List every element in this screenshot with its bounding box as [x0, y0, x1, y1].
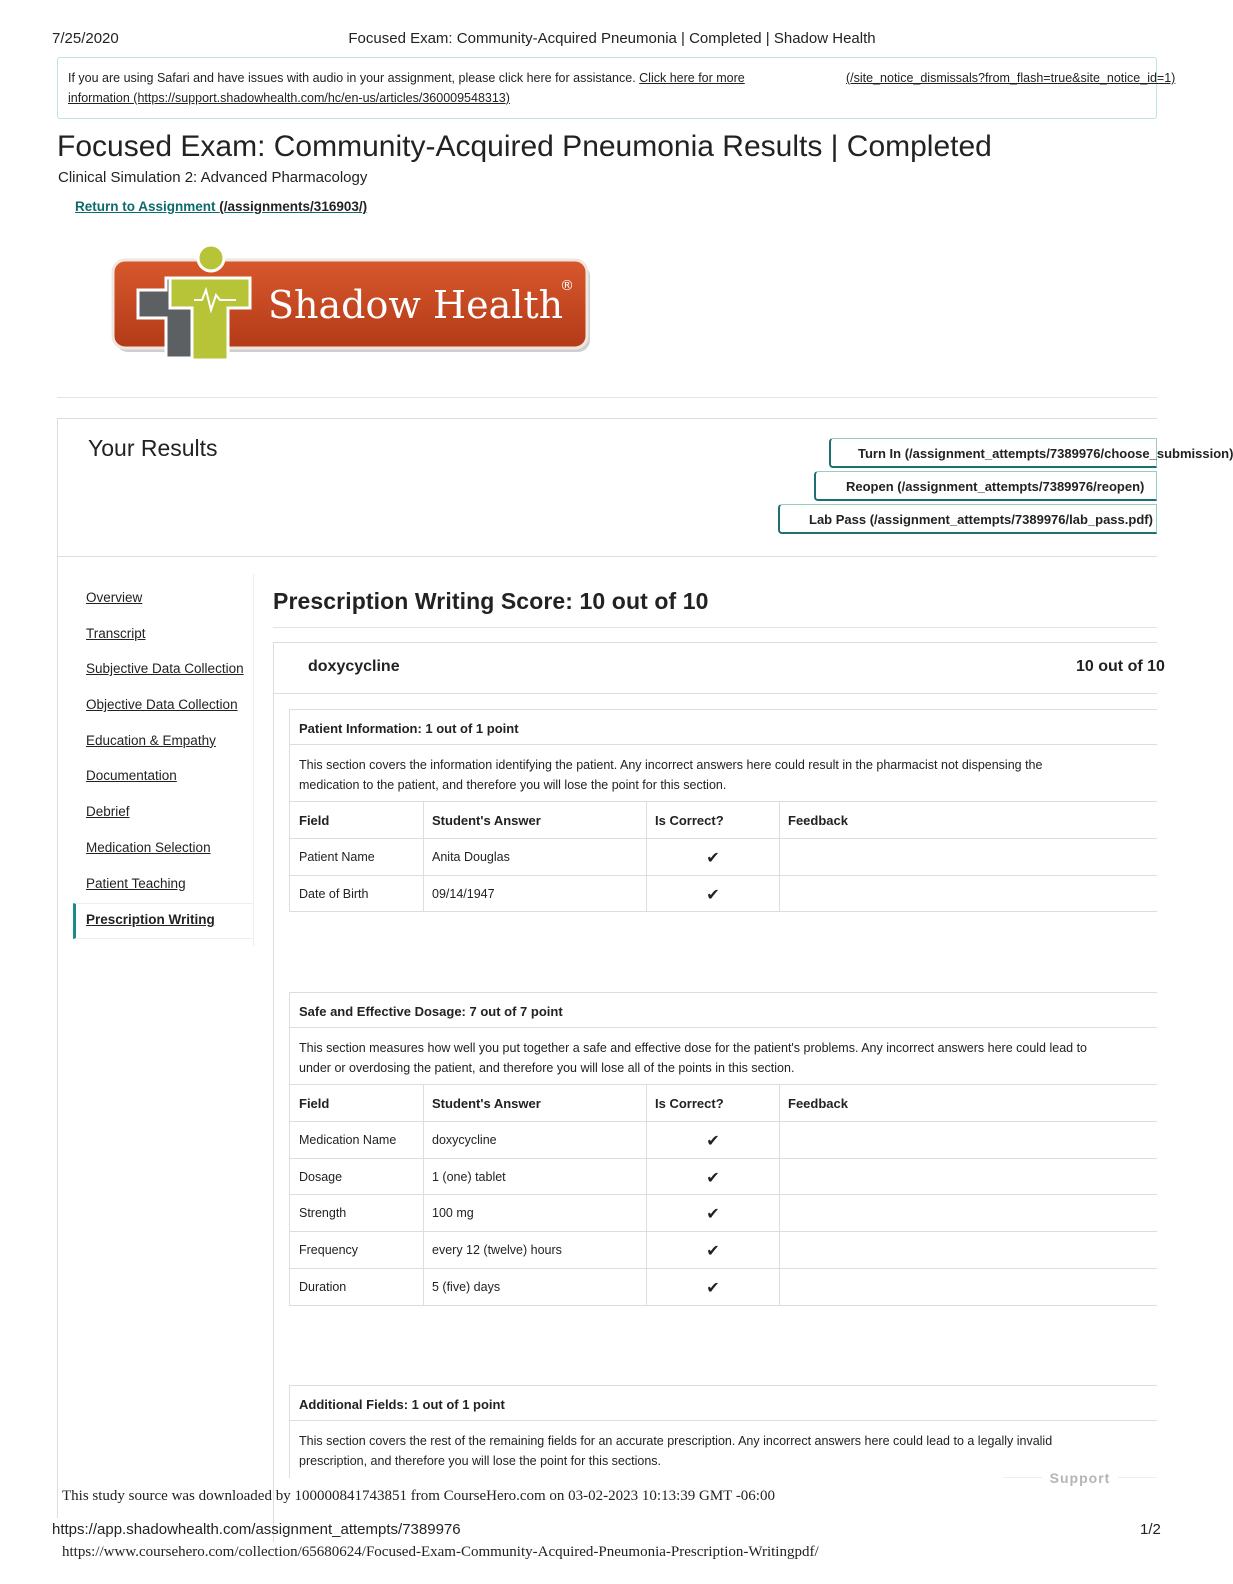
section-description-line: This section covers the rest of the remaining fields for an accurate prescription. Any incorrect answers here could lead to a legally invalid	[299, 1434, 1053, 1448]
check-icon: ✔	[647, 1269, 780, 1305]
field-cell: Dosage	[290, 1159, 424, 1195]
section-description-line: medication to the patient, and therefore you will lose the point for this section.	[299, 778, 727, 792]
col-correct-header: Is Correct?	[647, 802, 780, 838]
page-divider	[57, 397, 1157, 398]
page-subtitle: Clinical Simulation 2: Advanced Pharmacology	[58, 169, 368, 186]
study-source-note: This study source was downloaded by 100000841743851 from CourseHero.com on 03-02-2023 10:13:39 GMT -06:00	[62, 1488, 775, 1504]
table-header-row	[290, 1085, 1157, 1122]
lab-pass-button[interactable]: Lab Pass (/assignment_attempts/7389976/lab_pass.pdf)	[778, 504, 1157, 534]
return-label[interactable]: Return to Assignment	[75, 199, 216, 214]
sidebar-item-patient-teaching[interactable]: Patient Teaching	[86, 875, 186, 891]
notice-dismiss-link[interactable]: (/site_notice_dismissals?from_flash=true&site_notice_id=1)	[846, 71, 1176, 85]
section-safe-effective-dosage	[289, 992, 1157, 1306]
col-answer-header: Student's Answer	[424, 802, 647, 838]
section-patient-information	[289, 709, 1157, 912]
check-icon: ✔	[647, 839, 780, 875]
feedback-cell	[780, 876, 1157, 912]
return-to-assignment-link[interactable]	[75, 199, 367, 214]
field-cell: Date of Birth	[290, 876, 424, 912]
section-description-line: This section measures how well you put together a safe and effective dose for the patient's problems. Any incorrect answers here could lead to	[299, 1041, 1088, 1055]
results-title: Your Results	[88, 435, 218, 461]
feedback-cell	[780, 1232, 1157, 1268]
logo-registered-mark: ®	[560, 278, 574, 294]
sidebar-item-education-empathy[interactable]: Education & Empathy	[86, 732, 216, 748]
notice-line-2	[68, 91, 510, 105]
turn-in-button[interactable]: Turn In (/assignment_attempts/7389976/choose_submission)	[829, 438, 1157, 468]
sidebar-item-prescription-writing[interactable]: Prescription Writing	[73, 903, 254, 939]
field-cell: Duration	[290, 1269, 424, 1305]
reopen-button[interactable]: Reopen (/assignment_attempts/7389976/reopen)	[814, 471, 1157, 501]
check-icon: ✔	[647, 876, 780, 912]
coursehero-url: https://www.coursehero.com/collection/65680624/Focused-Exam-Community-Acquired-Pneumonia-Prescription-Writingpdf/	[62, 1544, 819, 1560]
section-title: Additional Fields: 1 out of 1 point	[290, 1385, 1157, 1421]
table-row	[290, 1122, 1157, 1159]
answer-cell: 09/14/1947	[424, 876, 647, 912]
check-icon: ✔	[647, 1195, 780, 1231]
print-date: 7/25/2020	[52, 30, 119, 47]
field-cell: Frequency	[290, 1232, 424, 1268]
notice-info-link[interactable]: information (https://support.shadowhealth.com/hc/en-us/articles/360009548313)	[68, 91, 510, 105]
check-icon: ✔	[647, 1122, 780, 1158]
feedback-cell	[780, 1159, 1157, 1195]
section-description-line: under or overdosing the patient, and therefore you will lose all of the points in this section.	[299, 1061, 795, 1075]
table-row	[290, 1159, 1157, 1196]
col-feedback-header: Feedback	[788, 1096, 848, 1111]
notice-more-link[interactable]: Click here for more	[639, 71, 745, 85]
col-answer-header: Student's Answer	[424, 1085, 647, 1121]
prescription-score-title: Prescription Writing Score: 10 out of 10	[273, 588, 709, 614]
field-cell: Patient Name	[290, 839, 424, 875]
print-page-number: 1/2	[1140, 1521, 1161, 1538]
section-title: Safe and Effective Dosage: 7 out of 7 point	[290, 992, 1157, 1028]
answer-cell: every 12 (twelve) hours	[424, 1232, 647, 1268]
score-rule	[273, 627, 1157, 628]
answer-cell: Anita Douglas	[424, 839, 647, 875]
section-description	[290, 745, 1157, 802]
table-row	[290, 876, 1157, 913]
page-title: Focused Exam: Community-Acquired Pneumonia Results | Completed	[57, 130, 992, 163]
sidebar-item-medication-selection[interactable]: Medication Selection	[86, 839, 211, 855]
section-description-line: prescription, and therefore you will lose the point for this sections.	[299, 1454, 661, 1468]
answer-cell: doxycycline	[424, 1122, 647, 1158]
site-notice	[57, 57, 1176, 119]
notice-line-1	[68, 71, 745, 85]
table-row	[290, 1269, 1157, 1306]
print-title: Focused Exam: Community-Acquired Pneumonia | Completed | Shadow Health	[348, 30, 876, 47]
table-row	[290, 1195, 1157, 1232]
table-row	[290, 839, 1157, 876]
answer-cell: 5 (five) days	[424, 1269, 647, 1305]
sidebar-item-objective-data-collection[interactable]: Objective Data Collection	[86, 697, 238, 713]
feedback-cell	[780, 839, 1157, 875]
section-additional-fields	[289, 1385, 1157, 1478]
table-row	[290, 1232, 1157, 1269]
feedback-cell	[780, 1122, 1157, 1158]
return-path[interactable]: (/assignments/316903/)	[219, 199, 368, 214]
results-sidebar	[73, 582, 254, 939]
shadow-health-logo	[108, 240, 598, 370]
col-correct-header: Is Correct?	[647, 1085, 780, 1121]
results-header-separator	[57, 556, 1157, 557]
support-button[interactable]	[1003, 1470, 1157, 1486]
col-field-header: Field	[290, 1085, 424, 1121]
support-label[interactable]: Support	[1042, 1470, 1119, 1486]
sidebar-item-transcript[interactable]: Transcript	[86, 625, 146, 641]
section-title: Patient Information: 1 out of 1 point	[290, 709, 1157, 745]
print-url: https://app.shadowhealth.com/assignment_attempts/7389976	[52, 1521, 461, 1538]
sidebar-item-overview[interactable]: Overview	[86, 590, 143, 605]
field-cell: Medication Name	[290, 1122, 424, 1158]
check-icon: ✔	[647, 1232, 780, 1268]
sidebar-item-debrief[interactable]: Debrief	[86, 804, 130, 820]
drug-score: 10 out of 10	[1076, 658, 1165, 675]
feedback-cell	[780, 1269, 1157, 1305]
sidebar-item-subjective-data-collection[interactable]: Subjective Data Collection	[86, 661, 244, 677]
drug-name: doxycycline	[308, 658, 400, 675]
notice-text: If you are using Safari and have issues with audio in your assignment, please click here for assistance.	[68, 71, 636, 85]
answer-cell: 1 (one) tablet	[424, 1159, 647, 1195]
col-feedback-header: Feedback	[788, 813, 848, 828]
field-cell: Strength	[290, 1195, 424, 1231]
feedback-cell	[780, 1195, 1157, 1231]
check-icon: ✔	[647, 1159, 780, 1195]
section-description-line: This section covers the information identifying the patient. Any incorrect answers here could result in the pharmacist not dispensing the	[299, 758, 1043, 772]
drug-rule	[273, 693, 1157, 694]
logo-text: Shadow Health	[268, 283, 564, 327]
sidebar-item-documentation[interactable]: Documentation	[86, 768, 177, 784]
answer-cell: 100 mg	[424, 1195, 647, 1231]
section-description	[290, 1028, 1157, 1085]
table-header-row	[290, 802, 1157, 839]
col-field-header: Field	[290, 802, 424, 838]
